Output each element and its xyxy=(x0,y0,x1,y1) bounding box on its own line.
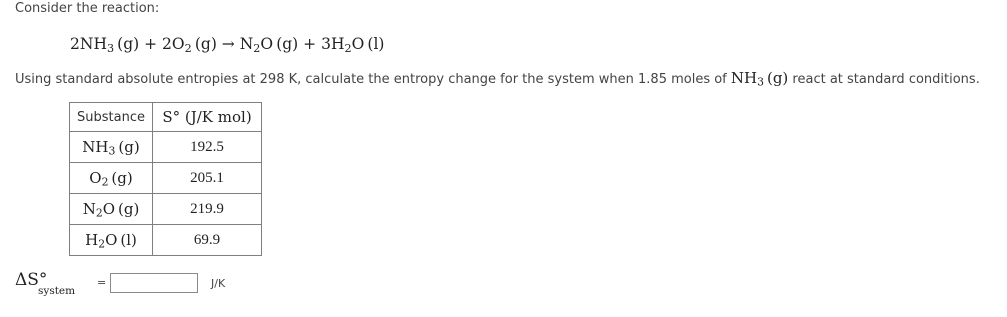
delta-s-subscript: system xyxy=(38,285,76,297)
table-row xyxy=(70,132,262,163)
table-header-row xyxy=(70,103,262,132)
header-entropy: S° (J/K mol) xyxy=(153,103,262,132)
table-row xyxy=(70,194,262,225)
reactant-species: $2O_2$ (g) xyxy=(162,35,217,55)
substance-cell xyxy=(70,194,153,225)
substance-formula: $H_2O$ (l) xyxy=(85,231,137,251)
answer-row xyxy=(15,270,315,300)
equals-sign: = xyxy=(97,276,107,289)
substance-formula: $N_2O$ (g) xyxy=(82,200,140,220)
product-species: $N_2O$ (g) xyxy=(239,35,299,55)
product-species: $3H_2O$ (l) xyxy=(321,35,385,55)
table-row xyxy=(70,163,262,194)
table-row xyxy=(70,225,262,256)
question-before: Using standard absolute entropies at 298 K, calculate the entropy change for the system when 1.85 moles of xyxy=(15,72,731,87)
question-species-formula: $NH_3$ (g) xyxy=(730,69,789,89)
question-text xyxy=(15,68,980,90)
delta-s-symbol: ΔS° xyxy=(15,270,48,290)
entropy-value-cell: 192.5 xyxy=(153,132,262,163)
entropy-table xyxy=(69,102,262,256)
reaction-equation: $2NH_3$ $(g) + 2O_2$ $(g) \to N_2O$ $(g) + 3H_2O$ (l) xyxy=(70,35,385,55)
question-species xyxy=(731,69,788,87)
substance-formula: $NH_3$ (g) xyxy=(82,138,140,158)
entropy-value-cell: 219.9 xyxy=(153,194,262,225)
prompt-text: Consider the reaction: xyxy=(15,1,160,16)
header-substance: Substance xyxy=(70,103,153,132)
substance-cell xyxy=(70,225,153,256)
answer-input[interactable] xyxy=(110,273,198,293)
table-body xyxy=(70,132,262,256)
substance-formula: $O_2$ (g) xyxy=(89,169,133,189)
reactant-species: $2NH_3$ (g) xyxy=(70,35,140,55)
entropy-value-cell: 69.9 xyxy=(153,225,262,256)
question-after: react at standard conditions. xyxy=(788,72,980,87)
substance-cell xyxy=(70,132,153,163)
substance-cell xyxy=(70,163,153,194)
entropy-value-cell: 205.1 xyxy=(153,163,262,194)
unit-label: J/K xyxy=(211,277,226,290)
